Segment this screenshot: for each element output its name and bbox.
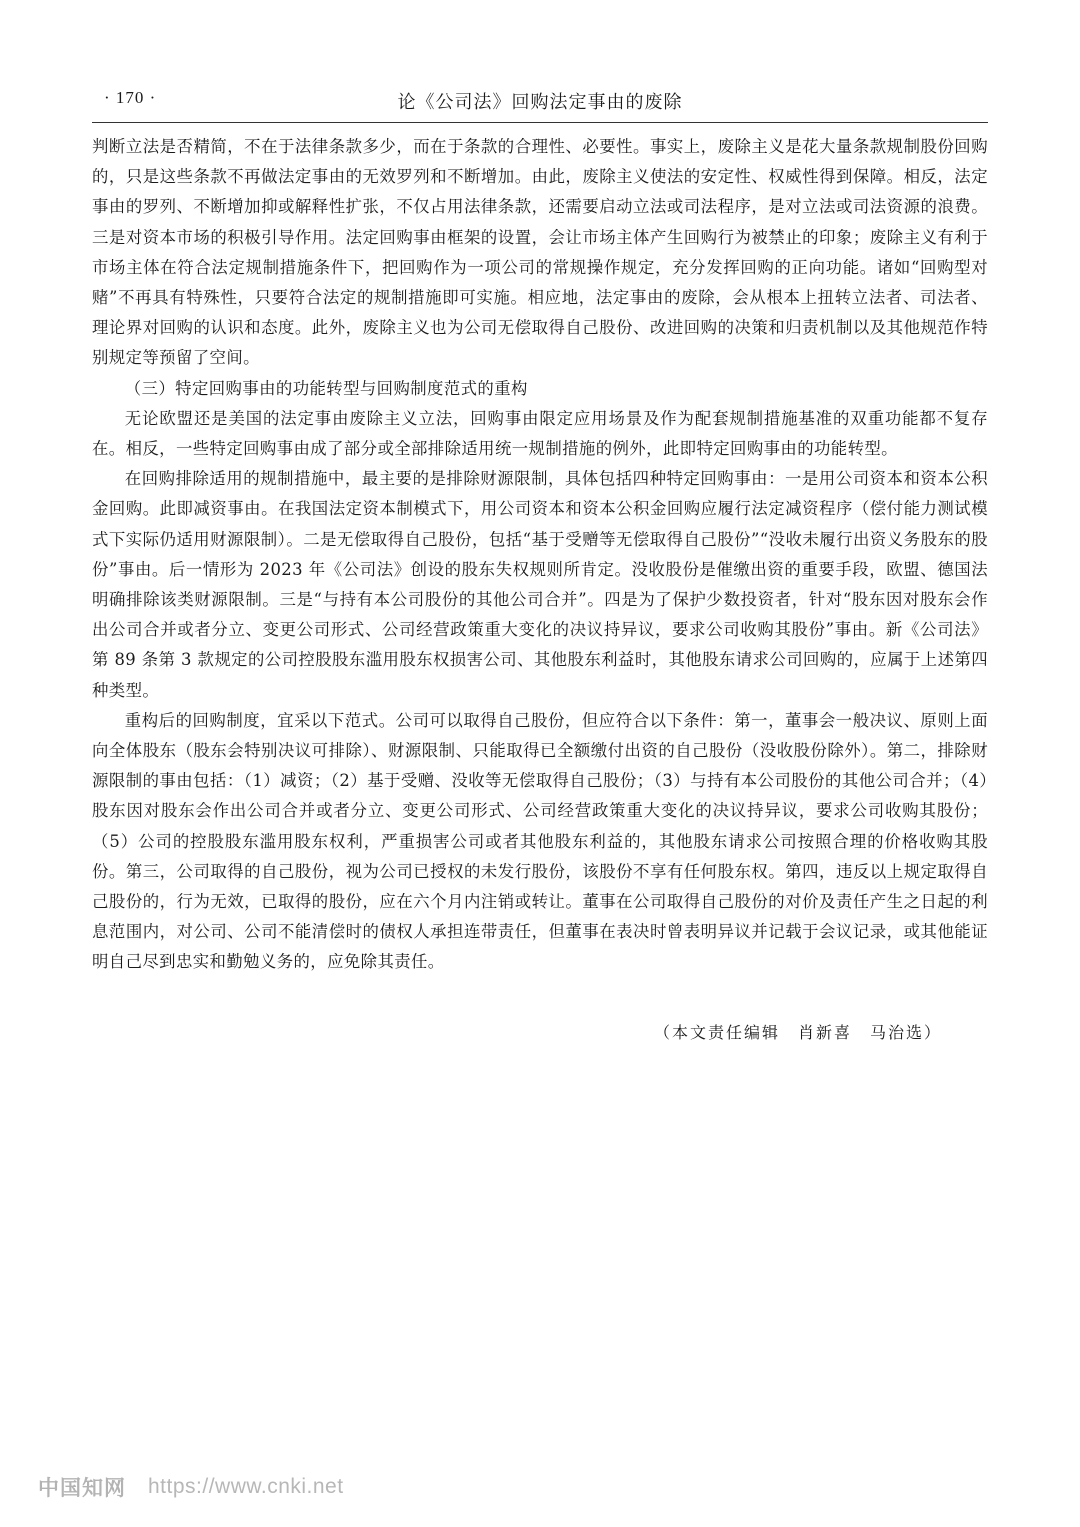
paragraph-3: 在回购排除适用的规制措施中，最主要的是排除财源限制，具体包括四种特定回购事由：一是用公司资本和资本公积金回购。此即减资事由。在我国法定资本制模式下，用公司资本和资本公积金回购应履行法定减资程序（偿付能力测试模式下实际仍适用财源限制）。二是无偿取得自己股份，包括“基于受赠等无偿取得自己股份”“没收未履行出资义务股东的股份”事由。后一情形为 2023 年《公司法》创设的股东失权规则所肯定。没收股份是催缴出资的重要手段，欧盟、德国法明确排除该类财源限制。三是“与持有本公司股份的其他公司合并”。四是为了保护少数投资者，针对“股东因对股东会作出公司合并或者分立、变更公司形式、公司经营政策重大变化的决议持异议，要求公司收购其股份”事由。新《公司法》第 89 条第 3 款规定的公司控股股东滥用股东权损害公司、其他股东利益时，其他股东请求公司回购的，应属于上述第四种类型。 <box>92 469 988 700</box>
running-title: 论《公司法》回购法定事由的废除 <box>397 92 683 113</box>
cnki-logo: 中国知网 <box>38 1476 126 1500</box>
article-body <box>92 132 988 978</box>
paragraph-2: 无论欧盟还是美国的法定事由废除主义立法，回购事由限定应用场景及作为配套规制措施基准的双重功能都不复存在。相反，一些特定回购事由成了部分或全部排除适用统一规制措施的例外，此即特定回购事由的功能转型。 <box>92 408 988 459</box>
page-number: · 170 · <box>104 88 157 107</box>
paragraph-1: 判断立法是否精简，不在于法律条款多少，而在于条款的合理性、必要性。事实上，废除主义是花大量条款规制股份回购的，只是这些条款不再做法定事由的无效罗列和不断增加。由此，废除主义使法的安定性、权威性得到保障。相反，法定事由的罗列、不断增加抑或解释性扩张，不仅占用法律条款，还需要启动立法或司法程序，是对立法或司法资源的浪费。三是对资本市场的积极引导作用。法定回购事由框架的设置，会让市场主体产生回购行为被禁止的印象；废除主义有利于市场主体在符合法定规制措施条件下，把回购作为一项公司的常规操作规定，充分发挥回购的正向功能。诸如“回购型对赌”不再具有特殊性，只要符合法定的规制措施即可实施。相应地，法定事由的废除，会从根本上扭转立法者、司法者、理论界对回购的认识和态度。此外，废除主义也为公司无偿取得自己股份、改进回购的决策和归责机制以及其他规范作特别规定等预留了空间。 <box>92 137 988 368</box>
header-rule <box>92 122 988 123</box>
cnki-watermark <box>38 1472 344 1502</box>
editor-note: （本文责任编辑 肖新喜 马治选） <box>653 1023 942 1042</box>
running-head <box>92 88 988 114</box>
cnki-url[interactable]: https://www.cnki.net <box>148 1475 344 1498</box>
paragraph-4: 重构后的回购制度，宜采以下范式。公司可以取得自己股份，但应符合以下条件：第一，董事会一般决议、原则上面向全体股东（股东会特别决议可排除）、财源限制、只能取得已全额缴付出资的自己股份（没收股份除外）。第二，排除财源限制的事由包括：（1）减资；（2）基于受赠、没收等无偿取得自己股份；（3）与持有本公司股份的其他公司合并；（4）股东因对股东会作出公司合并或者分立、变更公司形式、公司经营政策重大变化的决议持异议，要求公司收购其股份；（5）公司的控股股东滥用股东权利，严重损害公司或者其他股东利益的，其他股东请求公司按照合理的价格收购其股份。第三，公司取得的自己股份，视为公司已授权的未发行股份，该股份不享有任何股东权。第四，违反以上规定取得自己股份的，行为无效，已取得的股份，应在六个月内注销或转让。董事在公司取得自己股份的对价及责任产生之日起的利息范围内，对公司、公司不能清偿时的债权人承担连带责任，但董事在表决时曾表明异议并记载于会议记录，或其他能证明自己尽到忠实和勤勉义务的，应免除其责任。 <box>92 710 988 972</box>
section-subheading: （三）特定回购事由的功能转型与回购制度范式的重构 <box>124 378 528 398</box>
